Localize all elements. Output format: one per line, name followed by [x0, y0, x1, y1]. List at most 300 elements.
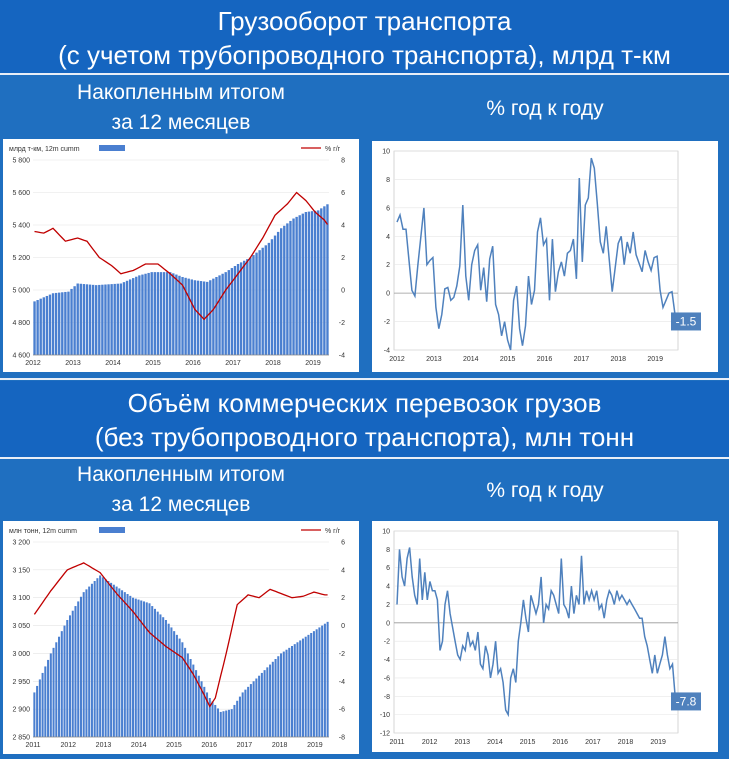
bar	[151, 606, 153, 737]
bar	[326, 204, 328, 355]
section1-left-heading-line2: за 12 месяцев	[111, 111, 251, 134]
legend-label-bars: млрд т-км, 12m cumm	[9, 146, 80, 153]
bar	[147, 273, 149, 355]
x-tick-label: 2012	[25, 360, 41, 367]
bar	[316, 629, 318, 737]
y-tick-label: 10	[382, 528, 390, 536]
bar	[170, 627, 172, 737]
bar	[311, 211, 313, 355]
bar	[305, 212, 307, 355]
divider	[0, 378, 729, 380]
bar	[307, 635, 309, 737]
y-tick-label: 4 600	[12, 352, 30, 360]
x-tick-label: 2019	[647, 356, 663, 363]
y-tick-label: 2 900	[12, 706, 30, 714]
bar	[58, 637, 60, 737]
bar	[194, 280, 196, 355]
x-tick-label: 2015	[166, 742, 182, 749]
bar	[264, 670, 266, 737]
bar	[61, 631, 63, 737]
x-tick-label: 2013	[65, 360, 81, 367]
section1-right-heading: % год к году	[486, 97, 604, 120]
bar	[36, 300, 38, 355]
bar	[110, 284, 112, 355]
bar	[96, 578, 98, 737]
y-tick-label: 0	[386, 290, 390, 298]
bar	[179, 639, 181, 737]
chart-panel-4	[372, 521, 718, 752]
bar	[176, 635, 178, 737]
bar	[104, 285, 106, 355]
bar	[221, 274, 223, 355]
bar	[55, 293, 57, 355]
x-tick-label: 2019	[307, 742, 323, 749]
bar	[121, 590, 123, 737]
bar	[123, 282, 125, 355]
chart-panel-3	[3, 521, 359, 754]
bar	[61, 292, 63, 355]
freight-turnover-cumulative-chart	[3, 139, 359, 372]
bar	[169, 272, 171, 355]
bar	[63, 626, 65, 737]
bar	[191, 279, 193, 355]
x-tick-label: 2019	[305, 360, 321, 367]
chart-panel-2	[372, 141, 718, 372]
y2-tick-label: 6	[341, 190, 345, 197]
bar	[275, 659, 277, 737]
y-tick-label: 2 850	[12, 734, 30, 742]
legend-label-bars: млн тонн, 12m cumm	[9, 528, 77, 535]
bar	[44, 666, 46, 737]
bar	[114, 284, 116, 355]
bar	[269, 665, 271, 737]
bar	[255, 679, 257, 738]
x-tick-label: 2017	[225, 360, 241, 367]
bar	[233, 705, 235, 737]
bar	[52, 293, 54, 355]
y-tick-label: 6	[386, 565, 390, 573]
bar	[151, 272, 153, 355]
bar	[166, 272, 168, 355]
bar	[91, 584, 93, 737]
bar	[53, 648, 55, 737]
x-tick-label: 2016	[185, 360, 201, 367]
y2-tick-label: 6	[341, 539, 345, 547]
legend-swatch-bars	[99, 145, 125, 151]
bar	[277, 232, 279, 355]
bar	[320, 208, 322, 355]
bar	[77, 601, 79, 737]
bar	[228, 270, 230, 355]
bar	[135, 599, 137, 737]
bar	[73, 286, 75, 355]
bar	[294, 644, 296, 737]
bar	[247, 687, 249, 737]
y2-tick-label: -8	[338, 734, 345, 742]
bar	[321, 626, 323, 737]
freight-turnover-yoy-chart	[372, 141, 718, 372]
x-tick-label: 2015	[519, 739, 536, 746]
section1-title-band	[0, 0, 729, 73]
x-tick-label: 2018	[617, 739, 634, 746]
y-tick-label: 2	[386, 262, 390, 270]
bar	[107, 284, 109, 355]
bar	[305, 637, 307, 737]
bar	[160, 272, 162, 355]
bar	[244, 690, 246, 737]
divider	[0, 457, 729, 459]
bar	[83, 284, 85, 355]
bar	[286, 223, 288, 355]
bar	[55, 642, 57, 737]
bar	[33, 301, 35, 355]
bar	[215, 277, 217, 355]
y-tick-label: 3 150	[12, 567, 30, 575]
bar	[212, 279, 214, 355]
bar	[258, 676, 260, 737]
bar	[280, 228, 282, 355]
bar	[43, 297, 45, 355]
y2-tick-label: 8	[341, 157, 345, 165]
section1-left-heading	[0, 78, 362, 138]
bar	[33, 692, 35, 737]
bar	[209, 280, 211, 355]
bar	[272, 662, 274, 737]
bar	[266, 667, 268, 737]
bar	[308, 212, 310, 355]
bar	[228, 710, 230, 737]
bar	[154, 272, 156, 355]
bar	[222, 711, 224, 737]
bar	[231, 709, 233, 737]
y2-tick-label: 2	[341, 255, 345, 262]
bar	[132, 598, 134, 737]
bar	[92, 285, 94, 355]
y2-tick-label: -6	[338, 706, 345, 714]
bar	[249, 258, 251, 356]
bar	[85, 589, 87, 737]
bar	[181, 277, 183, 355]
bar	[200, 281, 202, 355]
x-tick-label: 2013	[426, 356, 442, 363]
cargo-volume-yoy-chart	[372, 521, 718, 752]
legend-label-line: % г/г	[325, 528, 341, 535]
bar	[268, 243, 270, 355]
bar	[157, 272, 159, 355]
bar	[225, 272, 227, 355]
bar	[243, 261, 245, 355]
x-tick-label: 2015	[145, 360, 161, 367]
bar	[144, 274, 146, 355]
bar	[277, 656, 279, 737]
y-tick-label: -2	[383, 638, 390, 646]
bar	[291, 646, 293, 737]
bar	[159, 614, 161, 737]
bar	[292, 219, 294, 356]
x-tick-label: 2014	[105, 360, 121, 367]
x-tick-label: 2011	[25, 742, 41, 749]
bar	[253, 681, 255, 737]
bar	[239, 697, 241, 737]
y-tick-label: -6	[383, 675, 390, 683]
x-tick-label: 2013	[454, 739, 471, 746]
bar	[47, 660, 49, 737]
bar	[116, 587, 118, 737]
x-tick-label: 2017	[573, 356, 590, 363]
bar	[39, 679, 41, 737]
bar	[67, 292, 69, 355]
y-tick-label: 3 000	[12, 650, 30, 658]
x-tick-label: 2019	[650, 739, 666, 746]
last-value-label: -1.5	[675, 314, 697, 329]
y-tick-label: 4 800	[12, 320, 30, 327]
x-tick-label: 2017	[585, 739, 601, 746]
bar	[157, 612, 159, 737]
section2-left-heading	[0, 460, 362, 520]
bar	[132, 278, 134, 355]
bar	[40, 299, 42, 355]
bar	[46, 296, 48, 355]
bar	[242, 692, 244, 737]
bar	[323, 206, 325, 355]
section2-title-band	[0, 381, 729, 457]
bar	[83, 592, 85, 737]
bar	[36, 686, 38, 737]
legend-label-line: % г/г	[325, 146, 341, 153]
legend-swatch-bars	[99, 527, 125, 533]
y-tick-label: -4	[383, 347, 390, 355]
bar	[310, 633, 312, 737]
y-tick-label: 5 600	[12, 190, 30, 197]
y-tick-label: 8	[386, 176, 390, 184]
bar	[236, 701, 238, 737]
x-tick-label: 2018	[271, 742, 288, 749]
bar	[127, 594, 129, 737]
section2-right-heading: % год к году	[486, 479, 604, 502]
x-tick-label: 2016	[536, 356, 553, 363]
bar	[80, 597, 82, 737]
bar	[70, 289, 72, 355]
bar	[95, 285, 97, 355]
bar	[214, 705, 216, 737]
bar	[314, 211, 316, 355]
bar	[117, 284, 119, 355]
x-tick-label: 2013	[95, 742, 112, 749]
y2-tick-label: -4	[338, 352, 345, 360]
bar	[88, 587, 90, 737]
bar	[141, 275, 143, 355]
y-tick-label: 4	[386, 583, 390, 591]
bar	[110, 583, 112, 737]
bar	[283, 226, 285, 355]
bar	[211, 701, 213, 737]
y2-tick-label: -2	[338, 650, 345, 658]
section1-title-line1: Грузооборот транспорта	[217, 6, 512, 36]
bar	[69, 615, 71, 737]
bar	[274, 236, 276, 355]
y2-tick-label: 0	[341, 623, 345, 631]
bar	[120, 284, 122, 356]
bar	[296, 642, 298, 737]
bar	[175, 275, 177, 355]
bar	[285, 650, 287, 737]
bar	[49, 295, 51, 355]
bar	[206, 282, 208, 355]
y-tick-label: 3 200	[12, 539, 30, 547]
bar	[246, 259, 248, 355]
bar	[77, 284, 79, 356]
bar	[225, 711, 227, 737]
bar	[118, 588, 120, 737]
last-value-label: -7.8	[675, 694, 697, 709]
bar	[262, 248, 264, 355]
bar	[271, 239, 273, 355]
bar	[324, 624, 326, 737]
bar	[283, 652, 285, 737]
bar	[317, 210, 319, 355]
bar	[217, 708, 219, 737]
bar	[163, 272, 165, 355]
bar	[94, 581, 96, 737]
bar	[237, 264, 239, 355]
x-tick-label: 2011	[389, 739, 405, 746]
x-tick-label: 2012	[60, 742, 77, 749]
section2-title-line1: Объём коммерческих перевозок грузов	[127, 388, 602, 418]
y-tick-label: 3 050	[12, 623, 30, 631]
bar	[146, 602, 148, 737]
y2-tick-label: 2	[341, 595, 345, 603]
bar	[72, 611, 74, 737]
x-tick-label: 2018	[610, 356, 627, 363]
y-tick-label: -2	[383, 319, 390, 327]
bar	[129, 596, 131, 737]
bar	[299, 215, 301, 355]
cargo-volume-cumulative-chart	[3, 521, 359, 754]
y-tick-label: 2	[386, 601, 390, 609]
x-tick-label: 2018	[265, 360, 281, 367]
bar	[265, 245, 267, 355]
bar	[113, 585, 115, 737]
bar	[80, 284, 82, 355]
divider	[0, 73, 729, 75]
bar	[101, 285, 103, 355]
bar	[124, 592, 126, 737]
x-tick-label: 2015	[499, 356, 516, 363]
x-tick-label: 2016	[201, 742, 217, 749]
bar	[313, 631, 315, 737]
section1-left-heading-line1: Накопленным итогом	[77, 81, 285, 104]
bar	[105, 579, 107, 737]
bar	[148, 603, 150, 737]
bar	[295, 217, 297, 355]
y-tick-label: 0	[386, 620, 390, 628]
y-tick-label: 6	[386, 205, 390, 213]
bar	[129, 279, 131, 355]
bar	[135, 277, 137, 355]
bar	[143, 601, 145, 737]
bar	[288, 648, 290, 737]
bar	[220, 712, 222, 737]
bar	[64, 292, 66, 355]
y-tick-label: 8	[386, 546, 390, 554]
bar	[218, 275, 220, 355]
bar	[89, 285, 91, 355]
bar	[99, 575, 101, 737]
bar	[302, 214, 304, 355]
bar	[154, 609, 156, 737]
series-line-yoy	[397, 548, 675, 715]
bar	[162, 617, 164, 737]
bar	[50, 653, 52, 737]
y2-tick-label: 4	[341, 222, 345, 230]
x-tick-label: 2017	[236, 742, 253, 749]
y-tick-label: -4	[383, 657, 390, 665]
bar	[261, 673, 263, 737]
bar	[302, 639, 304, 737]
y-tick-label: -10	[379, 712, 390, 720]
bar	[327, 622, 329, 737]
bar	[250, 684, 252, 737]
bar	[197, 281, 199, 355]
y2-tick-label: -4	[338, 678, 345, 686]
x-tick-label: 2014	[130, 742, 147, 749]
bar	[178, 276, 180, 355]
x-tick-label: 2016	[552, 739, 569, 746]
y-tick-label: 5 200	[12, 255, 30, 262]
bar	[98, 285, 100, 355]
section1-title-line2: (с учетом трубопроводного транспорта), млрд т-км	[58, 40, 671, 70]
bar	[240, 262, 242, 355]
y2-tick-label: 0	[341, 287, 345, 295]
bar	[252, 255, 254, 355]
plot-frame	[394, 531, 678, 733]
section2-left-heading-line2: за 12 месяцев	[111, 493, 251, 516]
bar	[258, 250, 260, 355]
bar	[255, 253, 257, 355]
y2-tick-label: -2	[338, 320, 345, 327]
bar	[299, 640, 301, 737]
y-tick-label: 10	[382, 148, 390, 156]
y-tick-label: 3 100	[12, 595, 30, 603]
bar	[138, 275, 140, 355]
bar	[66, 620, 68, 737]
bar	[318, 627, 320, 737]
x-tick-label: 2014	[462, 356, 479, 363]
bar	[173, 631, 175, 737]
bar	[74, 606, 76, 737]
bar	[126, 281, 128, 355]
y-tick-label: 2 950	[12, 678, 30, 686]
bar	[280, 653, 282, 737]
section2-title-line2: (без трубопроводного транспорта), млн тонн	[94, 422, 635, 452]
bar	[289, 221, 291, 355]
bar	[86, 284, 88, 355]
y2-tick-label: 4	[341, 567, 345, 575]
bar	[107, 581, 109, 737]
chart-panel-1	[3, 139, 359, 372]
bar	[188, 279, 190, 355]
bar	[165, 620, 167, 737]
y-tick-label: 5 000	[12, 287, 30, 295]
y-tick-label: 5 400	[12, 222, 30, 230]
section2-left-heading-line1: Накопленным итогом	[77, 463, 285, 486]
bar	[42, 673, 44, 737]
y-tick-label: 5 800	[12, 157, 30, 165]
x-tick-label: 2012	[389, 356, 405, 363]
y-tick-label: -12	[379, 730, 390, 738]
bar	[172, 273, 174, 355]
x-tick-label: 2014	[487, 739, 503, 746]
